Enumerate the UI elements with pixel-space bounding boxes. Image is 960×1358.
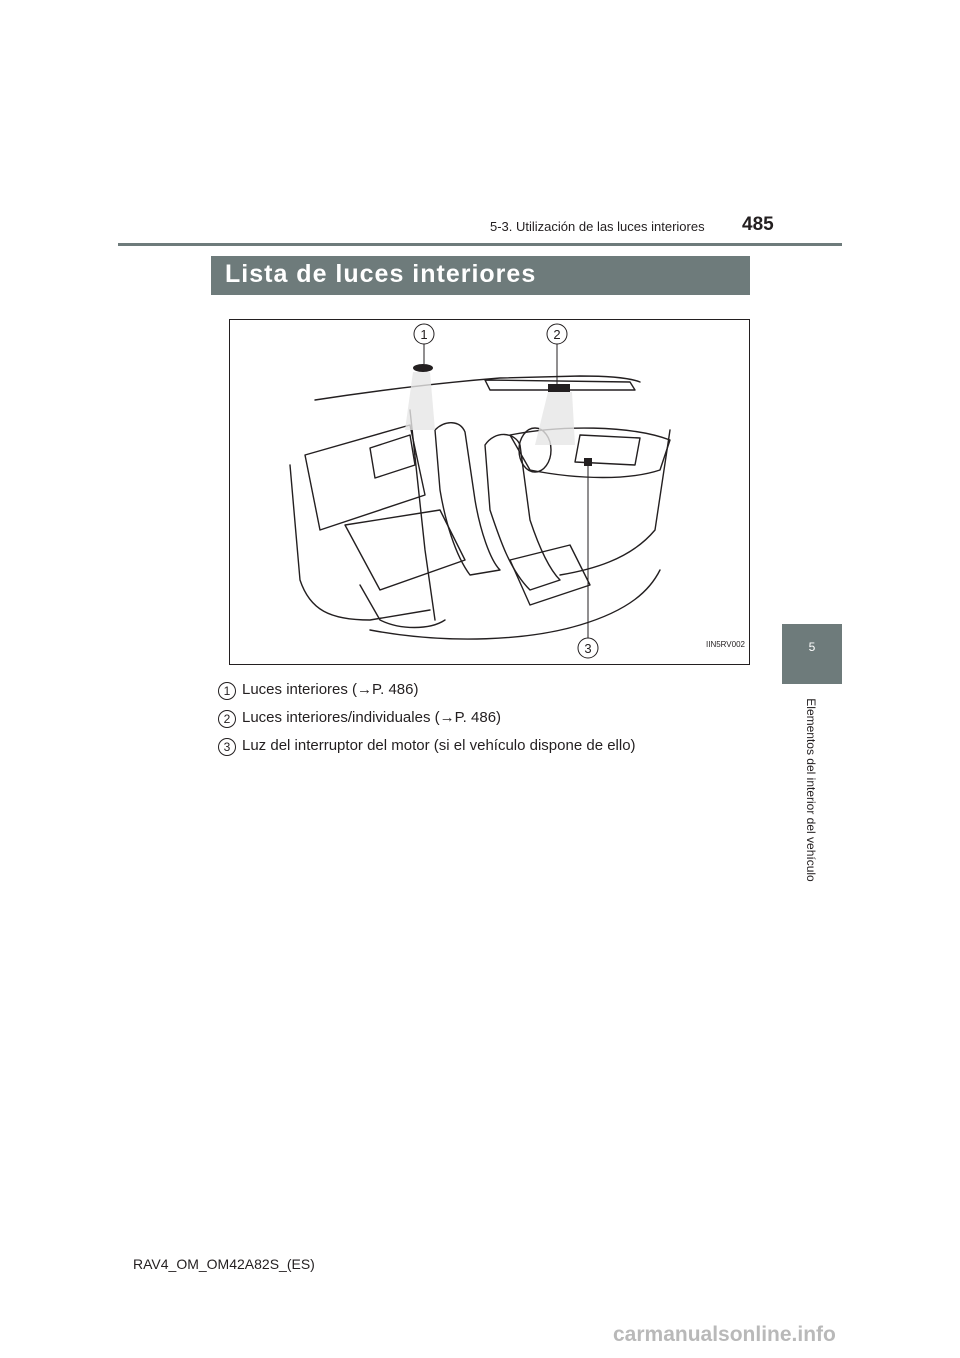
page-title: Lista de luces interiores bbox=[225, 260, 537, 288]
legend-text: Luces interiores (→P. 486) bbox=[242, 681, 419, 698]
chapter-label bbox=[803, 691, 819, 891]
legend-number: 2 bbox=[218, 710, 236, 728]
callout-3-label: 3 bbox=[584, 641, 592, 656]
legend-number: 3 bbox=[218, 738, 236, 756]
chapter-number: 5 bbox=[808, 640, 816, 654]
interior-lamp-1 bbox=[405, 364, 435, 430]
legend-text: Luces interiores/individuales (→P. 486) bbox=[242, 709, 502, 726]
document-id: RAV4_OM_OM42A82S_(ES) bbox=[133, 1256, 315, 1272]
chapter-label-text: Elementos del interior del vehículo bbox=[804, 698, 818, 882]
front-seat-passenger bbox=[435, 423, 500, 575]
legend-number: 1 bbox=[218, 682, 236, 700]
car-interior-drawing bbox=[230, 320, 749, 664]
callout-2-label: 2 bbox=[553, 327, 561, 342]
front-seat-cushion bbox=[510, 545, 590, 605]
chapter-tab bbox=[782, 624, 842, 684]
interior-illustration bbox=[229, 319, 750, 665]
rear-floor bbox=[360, 585, 445, 628]
rear-door-handle bbox=[370, 435, 415, 478]
rear-door-panel bbox=[305, 425, 425, 530]
callout-1-label: 1 bbox=[420, 327, 428, 342]
engine-switch-light bbox=[584, 458, 592, 466]
roof-line bbox=[315, 376, 640, 400]
section-heading: 5-3. Utilización de las luces interiores bbox=[490, 219, 705, 234]
watermark: carmanualsonline.info bbox=[613, 1323, 836, 1346]
interior-lamp-2 bbox=[535, 384, 575, 445]
floor-line bbox=[370, 570, 660, 639]
figure-code: IIN5RV002 bbox=[706, 640, 745, 649]
title-banner bbox=[211, 256, 750, 295]
legend-text: Luz del interruptor del motor (si el vehículo dispone de ello) bbox=[242, 737, 636, 754]
header-divider bbox=[118, 243, 842, 246]
page-number: 485 bbox=[742, 214, 774, 235]
